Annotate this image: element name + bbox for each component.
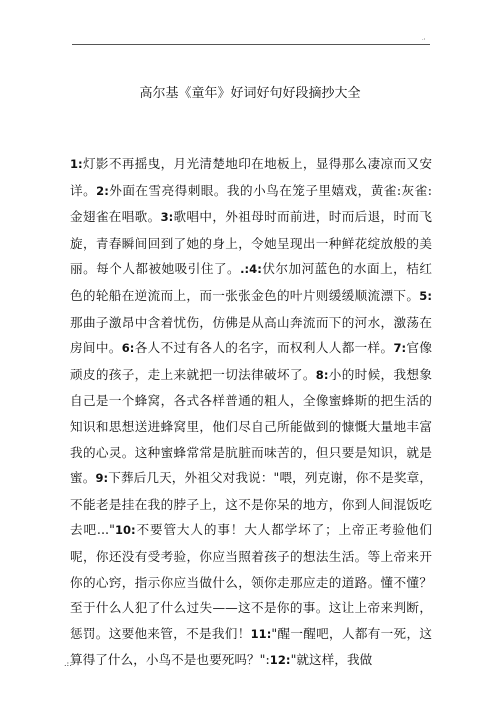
body-text: [70, 151, 432, 674]
header-rule: [72, 44, 430, 45]
excerpt-item: [270, 652, 372, 667]
excerpt-number: 5:: [419, 288, 432, 303]
excerpt-text: 灯影不再摇曳，月光清楚地印在地板上，显得那么凄凉而又安详。: [70, 156, 432, 198]
excerpt-item: [70, 522, 432, 640]
excerpt-number: 12:: [269, 653, 291, 668]
excerpt-text: 官像顽皮的孩子，走上来就把一切法律破坏了。: [70, 340, 433, 382]
excerpt-number: .:4:: [240, 262, 262, 277]
excerpt-number: 3:: [160, 210, 174, 225]
excerpt-text: 不要管大人的事！大人都学坏了；上帝正考验他们呢，你还没有受考验，你应当照着孩子的想法生活。等上帝来开你的心窍，指示你应当做什么，领你走那应走的道路。懂不懂？至于什么人犯了什么过失——这不是你的事。这让上帝来判断，惩罚。这要他来管，不是我们！: [70, 522, 432, 641]
excerpt-number: 1:: [70, 157, 83, 171]
excerpt-text: 各人不过有各人的名字，而权利人人都一样。: [134, 340, 394, 356]
excerpt-number: 11:: [250, 626, 272, 641]
excerpt-number: 7:: [393, 341, 407, 356]
footer-mark: .:.: [64, 659, 72, 668]
excerpt-text: 伏尔加河蓝色的水面上，桔红色的轮船在逆流而上，而一张张金色的叶片则缓缓顺流漂下。: [70, 261, 432, 303]
excerpt-text: 那曲子激昂中含着忧伤，仿佛是从高山奔流而下的河水，激荡在房间中。: [70, 314, 432, 356]
excerpt-text: "就这样，我做: [290, 652, 373, 668]
page-title: 高尔基《童年》好词好句好段摘抄大全: [139, 86, 361, 101]
excerpt-item: [70, 367, 432, 485]
header-mark: .:: [422, 36, 426, 42]
excerpt-number: 8:: [315, 367, 329, 382]
excerpt-number: 2:: [96, 183, 109, 198]
excerpt-number: 9:: [95, 471, 109, 486]
excerpt-text: 外面在雪亮得刺眼。我的小鸟在笼子里嬉戏，黄雀:灰雀:金翅雀在唱歌。: [70, 182, 432, 225]
excerpt-text: 下葬后几天，外祖父对我说："喂，列克谢，你不是奖章，不能老是挂在我的脖子上，这不是你呆的地方，你到人间混饭吃去吧...": [70, 470, 432, 538]
excerpt-text: 小的时候，我想象自己是一个蜂窝，各式各样普通的粗人，全像蜜蜂斯的把生活的知识和思想送进蜂窝里，他们尽自己所能做到的慷慨大量地丰富我的心灵。这种蜜蜂常常是肮脏而味苦的，但只要是知识，就是蜜。: [70, 366, 432, 486]
excerpt-number: 6:: [121, 341, 135, 356]
excerpt-text: 歌唱中，外祖母时而前进，时而后退，时而飞旋，青春瞬间回到了她的身上，令她呈现出一种鲜花绽放般的美丽。每个人都被她吸引住了。: [70, 209, 432, 277]
excerpt-number: 10:: [114, 523, 136, 538]
excerpt-item: [122, 340, 394, 355]
excerpt-text: "醒一醒吧，人都有一死，这算得了什么，小鸟不是也要死吗？":: [70, 625, 432, 668]
